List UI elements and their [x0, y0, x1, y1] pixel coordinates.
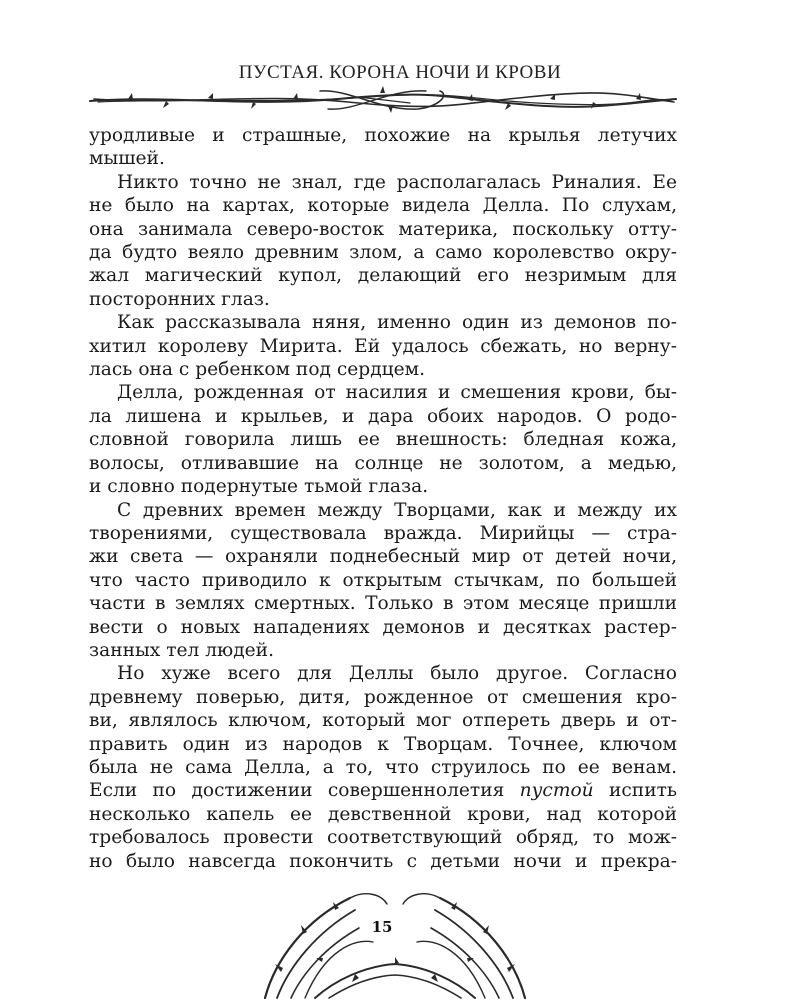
paragraph-line: править один из народов к Творцам. Точнее, ключом	[89, 733, 677, 755]
running-title: ПУСТАЯ. КОРОНА НОЧИ И КРОВИ	[238, 62, 562, 83]
paragraph-line: лась она с ребенком под сердцем.	[89, 359, 425, 381]
paragraph-line: Но хуже всего для Деллы было другое. Согласно	[117, 663, 677, 685]
paragraph-line: Как рассказывала няня, именно один из демонов по-	[117, 312, 677, 334]
paragraph-line: С древних времен между Творцами, как и между их	[117, 499, 677, 521]
line-text: Если по достижении совершеннолетия	[89, 780, 520, 802]
paragraph-line: творениями, существовала вражда. Мирийцы — стра-	[89, 522, 677, 544]
paragraph-line: но было навсегда покончить с детьми ночи и прекра-	[89, 850, 677, 872]
paragraph-line: была не сама Делла, а то, что струилось по ее венам.	[89, 756, 677, 778]
paragraph-line: несколько капель ее девственной крови, над которой	[89, 803, 677, 825]
paragraph-line: ла лишена и крыльев, и дара обоих народов. О родо-	[89, 405, 677, 427]
paragraph-line: древнему поверью, дитя, рожденное от смешения кро-	[89, 686, 677, 708]
paragraph-line: мышей.	[89, 148, 165, 170]
paragraph-line: волосы, отливавшие на солнце не золотом, а медью,	[89, 452, 677, 474]
paragraph-line: она занимала северо-восток материка, поскольку отту-	[89, 218, 677, 240]
thorn-vine-divider-icon	[88, 85, 678, 115]
paragraph-line	[89, 779, 677, 802]
thorn-crown-icon	[255, 880, 535, 1000]
paragraph-line: посторонних глаз.	[89, 288, 270, 310]
paragraph-line: не было на картах, которые видела Делла. По слухам,	[89, 195, 677, 217]
paragraph-line: Никто точно не знал, где располагалась Риналия. Ее	[117, 171, 677, 193]
paragraph-line: ви, являлось ключом, который мог отпереть дверь и от-	[89, 710, 677, 732]
paragraph-line: что часто приводило к открытым стычкам, по большей	[89, 569, 677, 591]
paragraph-line: требовалось провести соответствующий обряд, то мож-	[89, 827, 677, 849]
paragraph-line: и словно подернутые тьмой глаза.	[89, 476, 429, 498]
paragraph-line: жал магический купол, делающий его незримым для	[89, 265, 677, 287]
paragraph-line: жи света — охраняли поднебесный мир от детей ночи,	[89, 546, 677, 568]
paragraph-line: вести о новых нападениях демонов и десятках растер-	[89, 616, 677, 638]
paragraph-line: Делла, рожденная от насилия и смешения крови, бы-	[117, 382, 677, 404]
paragraph-line: да будто веяло древним злом, а само королевство окру-	[89, 242, 677, 264]
italic-term: пустой	[519, 780, 594, 802]
paragraph-line: части в землях смертных. Только в этом месяце пришли	[89, 593, 677, 615]
paragraph-line: уродливые и страшные, похожие на крылья летучих	[89, 125, 677, 146]
page-body	[89, 124, 677, 873]
page-number: 15	[371, 918, 393, 936]
paragraph-line: хитил королеву Мирита. Ей удалось сбежать, но верну-	[89, 335, 677, 357]
paragraph-line: занных тел людей.	[89, 639, 274, 661]
line-text: испить	[593, 780, 678, 802]
paragraph-line: словной говорила лишь ее внешность: бледная кожа,	[89, 429, 677, 451]
